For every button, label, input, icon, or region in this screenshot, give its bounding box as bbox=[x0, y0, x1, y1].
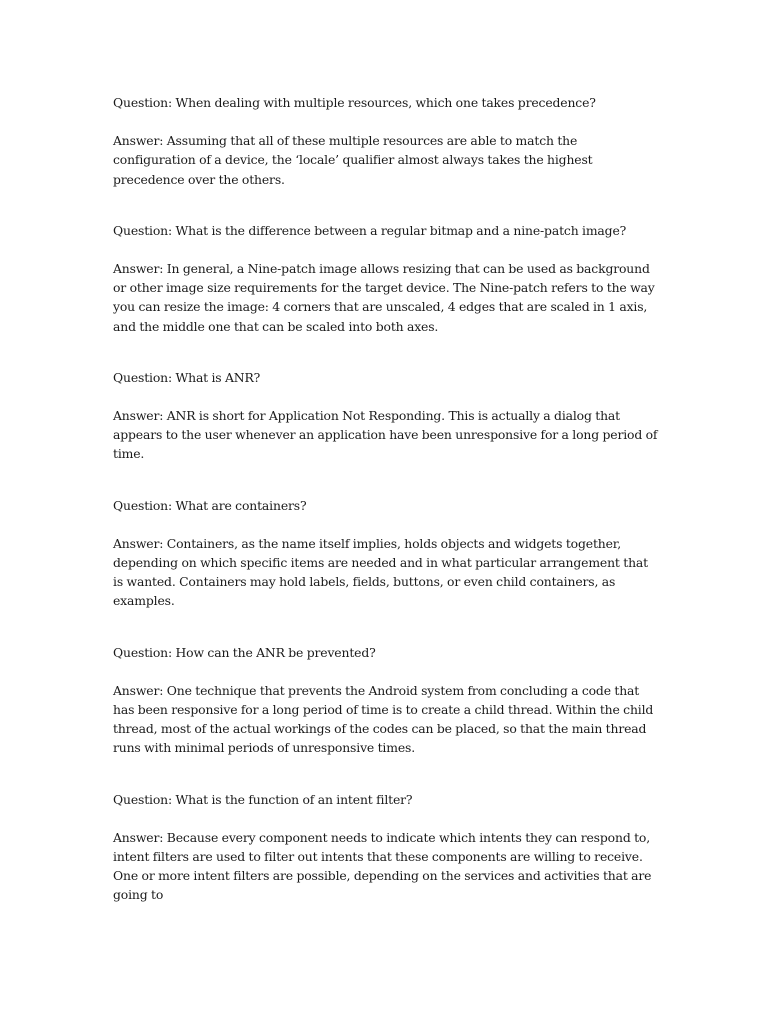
question-text: Question: What is the difference between a regular bitmap and a nine-patch image? bbox=[113, 222, 627, 238]
qa-item bbox=[113, 93, 658, 189]
question-text: Question: What is ANR? bbox=[113, 369, 261, 385]
answer-text: Answer: In general, a Nine-patch image allows resizing that can be used as background or other image size requirements for the target device. The Nine-patch refers to the way you can resize the image: 4 corners that are unscaled, 4 edges that are scaled in 1 axis, and the middle one that can be scaled into both axes. bbox=[113, 261, 655, 334]
answer-text: Answer: One technique that prevents the Android system from concluding a code that has been responsive for a long period of time is to create a child thread. Within the child thread, most of the actual workings of the codes can be placed, so that the main thread runs with minimal periods of unresponsive times. bbox=[113, 682, 654, 756]
question-text: Question: What are containers? bbox=[113, 497, 307, 513]
qa-item bbox=[113, 790, 658, 905]
question-text: Question: When dealing with multiple resources, which one takes precedence? bbox=[113, 95, 596, 110]
qa-list bbox=[113, 93, 658, 905]
answer-text: Answer: Because every component needs to indicate which intents they can respond to, intent filters are used to filter out intents that these components are willing to receive. One or more intent filters are possible, depending on the services and activities that are going to bbox=[113, 829, 652, 903]
qa-item bbox=[113, 496, 658, 611]
answer-text: Answer: Assuming that all of these multiple resources are able to match the configuration of a device, the ‘locale’ qualifier almost always takes the highest precedence over the others. bbox=[113, 133, 593, 187]
question-text: Question: How can the ANR be prevented? bbox=[113, 644, 376, 660]
answer-text: Answer: Containers, as the name itself implies, holds objects and widgets together, depending on which specific items are needed and in what particular arrangement that is wanted. Containers may hold labels, fields, buttons, or even child containers, as examples. bbox=[113, 535, 648, 609]
qa-item bbox=[113, 368, 658, 464]
answer-text: Answer: ANR is short for Application Not Responding. This is actually a dialog that appears to the user whenever an application have been unresponsive for a long period of time. bbox=[113, 408, 658, 462]
qa-item bbox=[113, 643, 658, 758]
question-text: Question: What is the function of an intent filter? bbox=[113, 791, 413, 807]
qa-item bbox=[113, 221, 658, 336]
